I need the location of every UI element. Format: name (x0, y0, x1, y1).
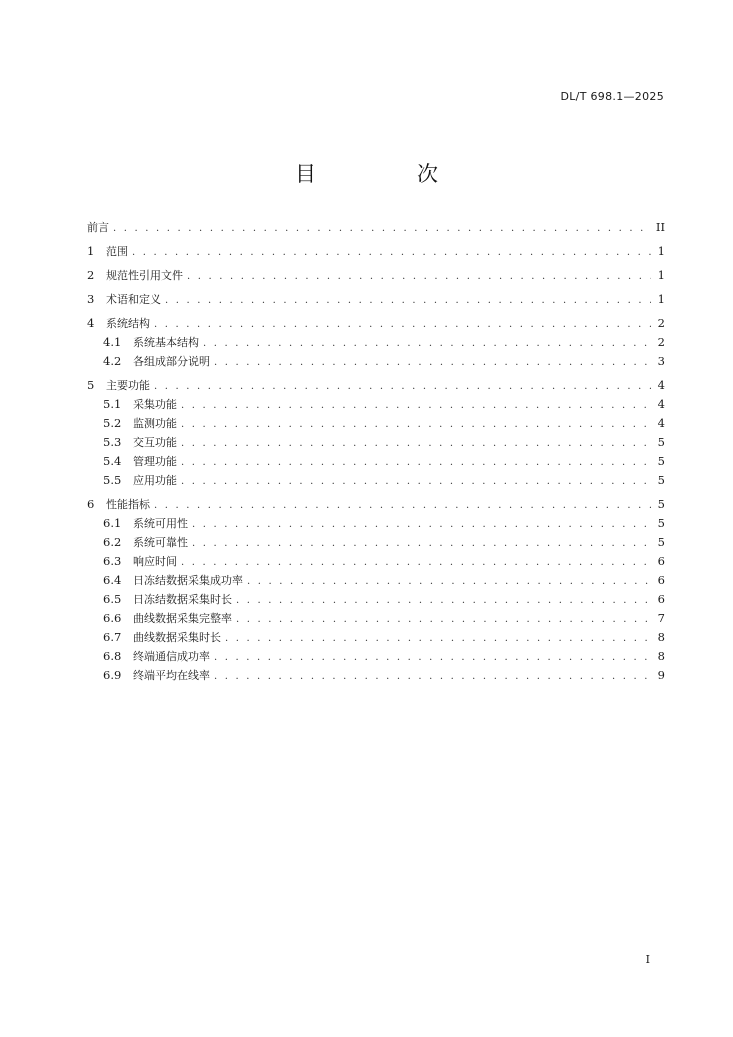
toc-entry-number: 5.2 (103, 416, 122, 430)
page-number: I (645, 953, 650, 966)
toc-entry[interactable] (87, 352, 665, 371)
toc-entry-number: 5.3 (103, 435, 122, 449)
toc-entry-page: 2 (657, 335, 665, 349)
toc-entry[interactable] (87, 471, 665, 490)
toc-dot-leader (154, 377, 651, 396)
toc-entry-label: 规范性引用文件 (106, 269, 183, 282)
toc-dot-leader (203, 334, 651, 353)
toc-dot-leader (181, 415, 651, 434)
toc-dot-leader (154, 496, 651, 515)
toc-entry-page: 5 (657, 435, 665, 449)
toc-entry-label: 术语和定义 (106, 293, 161, 306)
toc-entry-label: 范围 (106, 245, 128, 258)
toc-entry-page: 5 (657, 516, 665, 530)
toc-dot-leader (181, 434, 651, 453)
document-code: DL/T 698.1—2025 (560, 90, 664, 103)
toc-entry-number: 6.8 (103, 649, 122, 663)
toc-entry[interactable] (87, 590, 665, 609)
toc-entry-page: 1 (657, 244, 665, 258)
toc-entry-page: 6 (657, 573, 665, 587)
toc-entry-label: 曲线数据采集时长 (133, 631, 221, 644)
toc-entry[interactable] (87, 395, 665, 414)
toc-entry-label: 终端通信成功率 (133, 650, 210, 663)
toc-entry[interactable] (87, 514, 665, 533)
toc-entry-label: 系统基本结构 (133, 336, 199, 349)
toc-entry-label: 采集功能 (133, 398, 177, 411)
toc-entry-number: 6.5 (103, 592, 122, 606)
toc-entry[interactable] (87, 266, 665, 285)
toc-dot-leader (247, 572, 651, 591)
toc-entry-label: 系统可靠性 (133, 536, 188, 549)
toc-entry-page: 4 (657, 378, 665, 392)
table-of-contents (87, 218, 665, 685)
toc-entry-label: 日冻结数据采集成功率 (133, 574, 243, 587)
toc-dot-leader (181, 453, 651, 472)
toc-entry-page: 4 (657, 397, 665, 411)
toc-entry-label: 交互功能 (133, 436, 177, 449)
toc-dot-leader (192, 515, 651, 534)
toc-entry-label: 曲线数据采集完整率 (133, 612, 232, 625)
toc-entry-number: 6.6 (103, 611, 122, 625)
toc-entry-label: 终端平均在线率 (133, 669, 210, 682)
toc-entry-number: 1 (87, 244, 95, 258)
toc-dot-leader (181, 472, 651, 491)
toc-entry-number: 6.9 (103, 668, 122, 682)
toc-entry-page: 5 (657, 497, 665, 511)
toc-dot-leader (113, 219, 651, 238)
toc-entry-number: 3 (87, 292, 95, 306)
toc-entry-page: 7 (657, 611, 665, 625)
toc-dot-leader (132, 243, 651, 262)
toc-entry-page: 9 (657, 668, 665, 682)
toc-dot-leader (236, 610, 651, 629)
toc-entry-number: 5.4 (103, 454, 122, 468)
toc-entry[interactable] (87, 452, 665, 471)
toc-entry-page: 6 (657, 592, 665, 606)
toc-entry-number: 5 (87, 378, 95, 392)
toc-dot-leader (236, 591, 651, 610)
toc-dot-leader (165, 291, 651, 310)
toc-entry-label: 监测功能 (133, 417, 177, 430)
toc-entry-page: 3 (657, 354, 665, 368)
toc-entry-number: 6.3 (103, 554, 122, 568)
toc-entry-number: 4.1 (103, 335, 122, 349)
toc-entry-label: 主要功能 (106, 379, 150, 392)
toc-dot-leader (214, 667, 651, 686)
toc-entry[interactable] (87, 552, 665, 571)
toc-entry-label: 管理功能 (133, 455, 177, 468)
toc-entry-number: 6.7 (103, 630, 122, 644)
toc-entry-number: 6.4 (103, 573, 122, 587)
toc-entry[interactable] (87, 533, 665, 552)
toc-entry-label: 系统结构 (106, 317, 150, 330)
toc-entry-number: 6.2 (103, 535, 122, 549)
toc-entry-page: 5 (657, 473, 665, 487)
toc-entry-label: 日冻结数据采集时长 (133, 593, 232, 606)
toc-entry-number: 4 (87, 316, 95, 330)
toc-entry[interactable] (87, 609, 665, 628)
toc-entry-label: 响应时间 (133, 555, 177, 568)
toc-dot-leader (187, 267, 651, 286)
toc-entry-number: 4.2 (103, 354, 122, 368)
toc-dot-leader (214, 353, 651, 372)
toc-entry-page: II (655, 220, 665, 234)
toc-entry-page: 8 (657, 649, 665, 663)
toc-entry-page: 5 (657, 535, 665, 549)
toc-entry[interactable] (87, 376, 665, 395)
toc-dot-leader (225, 629, 651, 648)
toc-entry[interactable] (87, 433, 665, 452)
toc-entry-label: 前言 (87, 221, 109, 234)
toc-entry[interactable] (87, 666, 665, 685)
toc-dot-leader (192, 534, 651, 553)
toc-entry-page: 4 (657, 416, 665, 430)
toc-entry-page: 2 (657, 316, 665, 330)
toc-entry-page: 1 (657, 268, 665, 282)
toc-entry-number: 5.5 (103, 473, 122, 487)
toc-entry-number: 2 (87, 268, 95, 282)
toc-entry[interactable] (87, 333, 665, 352)
toc-entry[interactable] (87, 647, 665, 666)
toc-dot-leader (154, 315, 651, 334)
toc-entry[interactable] (87, 628, 665, 647)
toc-dot-leader (181, 553, 651, 572)
toc-dot-leader (214, 648, 651, 667)
toc-dot-leader (181, 396, 651, 415)
toc-entry-label: 系统可用性 (133, 517, 188, 530)
toc-entry[interactable] (87, 571, 665, 590)
toc-entry-label: 性能指标 (106, 498, 150, 511)
toc-entry[interactable] (87, 218, 665, 237)
toc-entry-label: 各组成部分说明 (133, 355, 210, 368)
toc-entry-page: 8 (657, 630, 665, 644)
toc-entry[interactable] (87, 314, 665, 333)
toc-entry-page: 1 (657, 292, 665, 306)
toc-entry[interactable] (87, 414, 665, 433)
toc-entry-page: 6 (657, 554, 665, 568)
page-title: 目 次 (295, 162, 478, 186)
toc-entry[interactable] (87, 290, 665, 309)
toc-entry-number: 5.1 (103, 397, 122, 411)
toc-entry-number: 6.1 (103, 516, 122, 530)
toc-entry[interactable] (87, 242, 665, 261)
toc-entry-label: 应用功能 (133, 474, 177, 487)
toc-entry[interactable] (87, 495, 665, 514)
toc-entry-page: 5 (657, 454, 665, 468)
toc-entry-number: 6 (87, 497, 95, 511)
